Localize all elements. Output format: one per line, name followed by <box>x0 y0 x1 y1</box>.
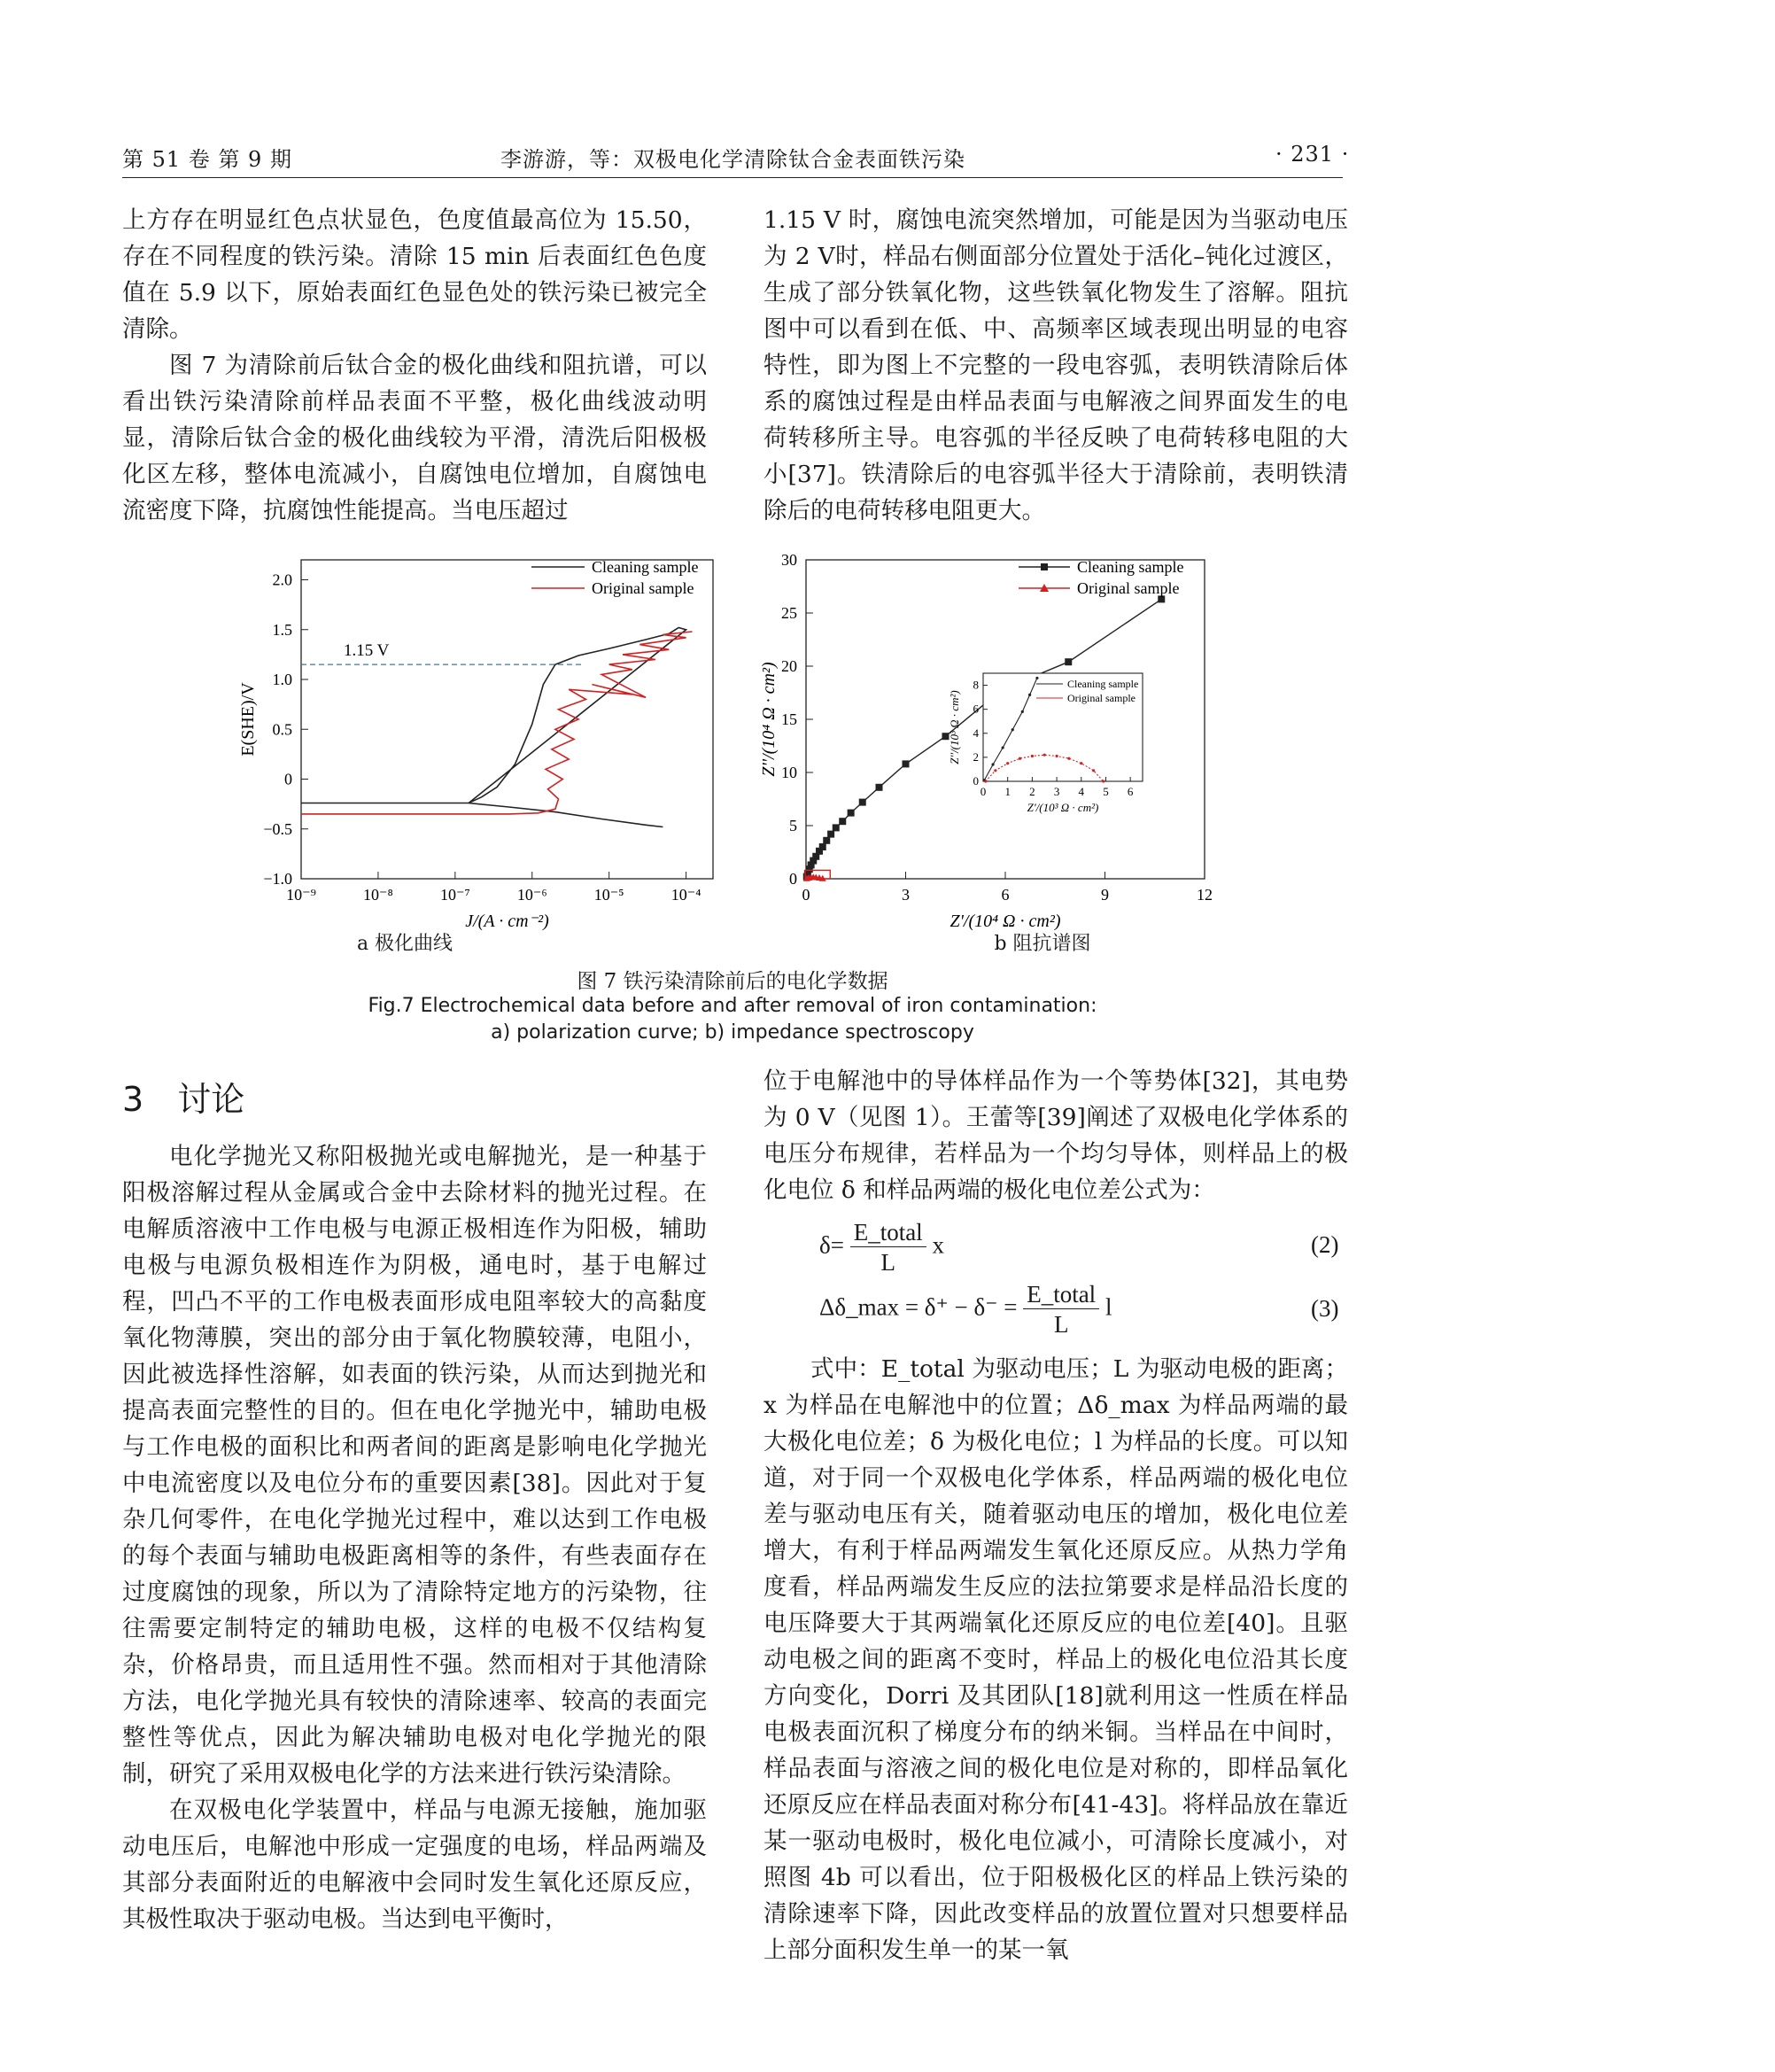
data-point <box>833 824 840 831</box>
x-tick-label: 3 <box>902 886 910 904</box>
section-number: 3 <box>122 1080 144 1119</box>
figure-caption-cn: 图 7 铁污染清除前后的电化学数据 <box>577 970 888 993</box>
inset-y-tick-label: 8 <box>973 678 979 692</box>
y-tick-label: 0 <box>284 770 292 788</box>
journal-volume-issue: 第 51 卷 第 9 期 <box>122 147 292 172</box>
inset-x-tick-label: 1 <box>1004 785 1011 798</box>
inset-data-point <box>1102 780 1105 782</box>
y-tick-label: 0 <box>789 870 797 888</box>
data-point <box>859 799 866 806</box>
x-axis-label: J/(A · cm⁻²) <box>465 912 549 931</box>
figure-caption-en-2: a) polarization curve; b) impedance spectroscopy <box>491 1021 974 1044</box>
inset-y-tick-label: 0 <box>973 774 979 788</box>
x-tick-label: 10⁻⁶ <box>516 886 547 904</box>
legend-label: Original sample <box>592 579 694 597</box>
page-number: · 231 · <box>1275 142 1350 167</box>
right-column-bottom-1 <box>763 1063 1348 1208</box>
paragraph: 1.15 V 时，腐蚀电流突然增加，可能是因为当驱动电压为 2 V时，样品右侧面部分位置处于活化–钝化过渡区，生成了部分铁氧化物，这些铁氧化物发生了溶解。阻抗图中可以看到在低、中、高频率区域表现出明显的电容特性，即为图上不完整的一段电容弧，表明铁清除后体系的腐蚀过程是由样品表面与电解液之间界面发生的电荷转移所主导。电容弧的半径反映了电荷转移电阻的大小[37]。铁清除后的电容弧半径大于清除前，表明铁清除后的电荷转移电阻更大。 <box>763 206 1348 524</box>
y-tick-label: 30 <box>781 551 797 569</box>
x-tick-label: 10⁻⁷ <box>439 886 470 904</box>
inset-data-point <box>991 763 994 765</box>
left-column-bottom <box>122 1138 707 1937</box>
inset-data-point <box>1006 762 1009 764</box>
legend-label: Original sample <box>1077 579 1180 597</box>
inset-data-point <box>1092 769 1095 772</box>
running-title: 李游游，等：双极电化学清除钛合金表面铁污染 <box>500 147 965 172</box>
inset-y-tick-label: 4 <box>973 726 979 740</box>
equation-3: Δδ_max = δ⁺ − δ⁻ = $\frac{\text{E\_total}}{L}$ l <box>819 1281 1112 1338</box>
paragraph: 上方存在明显红色点状显色，色度值最高位为 15.50，存在不同程度的铁污染。清除 15 min 后表面红色色度值在 5.9 以下，原始表面红色显色处的铁污染已被完全清除。 <box>122 206 707 343</box>
inset-data-point <box>1055 755 1058 757</box>
inset-y-tick-label: 6 <box>973 702 979 716</box>
inset-data-point <box>1002 746 1004 749</box>
inset-data-point <box>1043 754 1046 757</box>
data-point <box>839 818 846 825</box>
plot-frame <box>301 560 713 879</box>
equation-2-number: (2) <box>1311 1231 1339 1258</box>
right-column-bottom-2 <box>763 1351 1348 1968</box>
y-axis-label: Z''/(10⁴ Ω · cm²) <box>759 662 779 777</box>
y-tick-label: 0.5 <box>272 720 292 739</box>
inset-data-point <box>1019 757 1021 760</box>
x-tick-label: 12 <box>1197 886 1213 904</box>
y-axis-label: E(SHE)/V <box>238 682 258 757</box>
impedance-chart <box>759 549 1240 939</box>
paragraph: 位于电解池中的导体样品作为一个等势体[32]，其电势为 0 V（见图 1）。王蕾等[39]阐述了双极电化学体系的电压分布规律，若样品为一个均匀导体，则样品上的极化电位 δ 和样品两端的极化电位差公式为： <box>763 1067 1348 1204</box>
paragraph: 在双极电化学装置中，样品与电源无接触，施加驱动电压后，电解池中形成一定强度的电场，样品两端及其部分表面附近的电解液中会同时发生氧化还原反应，其极性取决于驱动电极。当达到电平衡时， <box>122 1797 707 1933</box>
x-tick-label: 10⁻⁹ <box>286 886 316 904</box>
y-tick-label: 15 <box>781 710 797 728</box>
inset-x-tick-label: 3 <box>1053 785 1060 798</box>
inset-data-point <box>1028 694 1031 696</box>
inset-x-tick-label: 0 <box>980 785 987 798</box>
inset-x-tick-label: 6 <box>1127 785 1134 798</box>
data-point <box>903 760 910 767</box>
inset-data-point <box>1080 762 1082 764</box>
inset-x-label: Z'/(10³ Ω · cm²) <box>1027 801 1099 814</box>
inset-data-point <box>1031 755 1034 757</box>
y-tick-label: 1.5 <box>272 620 292 639</box>
inset-data-point <box>1021 710 1024 713</box>
y-tick-label: 2.0 <box>272 570 292 589</box>
inset-y-label: Z''/(10³ Ω · cm²) <box>948 690 961 764</box>
x-tick-label: 6 <box>1001 886 1010 904</box>
inset-legend-label: Cleaning sample <box>1067 678 1139 690</box>
inset-x-tick-label: 5 <box>1103 785 1109 798</box>
x-tick-label: 10⁻⁴ <box>670 886 701 904</box>
figure-caption-en-1: Fig.7 Electrochemical data before and after removal of iron contamination: <box>368 995 1097 1017</box>
equation-2: δ= $\frac{\text{E\_total}}{L}$ x <box>819 1219 944 1276</box>
subcaption-a: a 极化曲线 <box>356 933 453 955</box>
annotation-label: 1.15 V <box>344 641 390 661</box>
legend-marker <box>1041 563 1048 570</box>
section-title: 讨论 <box>177 1080 245 1119</box>
subcaption-b: b 阻抗谱图 <box>994 933 1091 955</box>
paragraph: 电化学抛光又称阳极抛光或电解抛光，是一种基于阳极溶解过程从金属或合金中去除材料的抛光过程。在电解质溶液中工作电极与电源正极相连作为阳极，辅助电极与电源负极相连作为阴极，通电时，基于电解过程，凹凸不平的工作电极表面形成电阻率较大的高黏度氧化物薄膜，突出的部分由于氧化物膜较薄，电阻小，因此被选择性溶解，如表面的铁污染，从而达到抛光和提高表面完整性的目的。但在电化学抛光中，辅助电极与工作电极的面积比和两者间的距离是影响电化学抛光中电流密度以及电位分布的重要因素[38]。因此对于复杂几何零件，在电化学抛光过程中，难以达到工作电极的每个表面与辅助电极距离相等的条件，有些表面存在过度腐蚀的现象，所以为了清除特定地方的污染物，往往需要定制特定的辅助电极，这样的电极不仅结构复杂，价格昂贵，而且适用性不强。然而相对于其他清除方法，电化学抛光具有较快的清除速率、较高的表面完整性等优点，因此为解决辅助电极对电化学抛光的限制，研究了采用双极电化学的方法来进行铁污染清除。 <box>122 1143 707 1788</box>
polarization-chart <box>230 549 744 939</box>
x-tick-label: 10⁻⁸ <box>363 886 393 904</box>
inset-y-tick-label: 2 <box>973 749 979 764</box>
x-tick-label: 9 <box>1101 886 1109 904</box>
y-tick-label: −1.0 <box>263 870 292 888</box>
right-column-top <box>763 202 1348 529</box>
inset-data-point <box>1035 677 1038 679</box>
data-point <box>848 810 855 817</box>
x-axis-label: Z'/(10⁴ Ω · cm²) <box>950 912 1061 931</box>
x-tick-label: 10⁻⁵ <box>593 886 624 904</box>
y-tick-label: 1.0 <box>272 671 292 688</box>
y-tick-label: −0.5 <box>263 819 292 838</box>
legend-label: Cleaning sample <box>592 558 699 576</box>
y-tick-label: 5 <box>789 817 797 834</box>
inset-data-point <box>1012 728 1014 731</box>
inset-data-point <box>994 769 996 772</box>
data-point <box>827 831 834 838</box>
left-column-top <box>122 202 707 529</box>
y-tick-label: 10 <box>781 764 797 781</box>
section-heading <box>122 1072 244 1121</box>
y-tick-label: 25 <box>781 604 797 622</box>
equation-3-number: (3) <box>1311 1295 1339 1322</box>
inset-x-tick-label: 4 <box>1078 785 1085 798</box>
inset-legend-label: Original sample <box>1067 692 1136 704</box>
data-point <box>823 837 830 844</box>
data-point <box>819 843 826 850</box>
inset-data-point <box>1067 757 1070 760</box>
legend-label: Cleaning sample <box>1077 558 1184 576</box>
header-rule <box>122 177 1343 178</box>
data-point <box>1065 658 1072 665</box>
inset-x-tick-label: 2 <box>1029 785 1035 798</box>
paragraph: 图 7 为清除前后钛合金的极化曲线和阻抗谱，可以看出铁污染清除前样品表面不平整，极化曲线波动明显，清除后钛合金的极化曲线较为平滑，清洗后阳极极化区左移，整体电流减小，自腐蚀电位增加，自腐蚀电流密度下降，抗腐蚀性能提高。当电压超过 <box>122 352 707 524</box>
data-point <box>876 784 883 791</box>
paragraph: 式中：E_total 为驱动电压；L 为驱动电极的距离；x 为样品在电解池中的位置；Δδ_max 为样品两端的最大极化电位差；δ 为极化电位；l 为样品的长度。可以知道，对于同一个双极电化学体系，样品两端的极化电位差与驱动电压有关，随着驱动电压的增加，极化电位差增大，有利于样品两端发生氧化还原反应。从热力学角度看，样品两端发生反应的法拉第要求是样品沿长度的电压降要大于其两端氧化还原反应的电位差[40]。且驱动电极之间的距离不变时，样品上的极化电位沿其长度方向变化，Dorri 及其团队[18]就利用这一性质在样品电极表面沉积了梯度分布的纳米铜。当样品在中间时，样品表面与溶液之间的极化电位是对称的，即样品氧化还原反应在样品表面对称分布[41-43]。将样品放在靠近某一驱动电极时，极化电位减小，可清除长度减小，对照图 4b 可以看出，位于阳极极化区的样品上铁污染的清除速率下降，因此改变样品的放置位置对只想要样品上部分面积发生单一的某一氧 <box>763 1355 1348 1964</box>
y-tick-label: 20 <box>781 657 797 675</box>
inset-data-point <box>984 780 987 782</box>
x-tick-label: 0 <box>802 886 810 904</box>
